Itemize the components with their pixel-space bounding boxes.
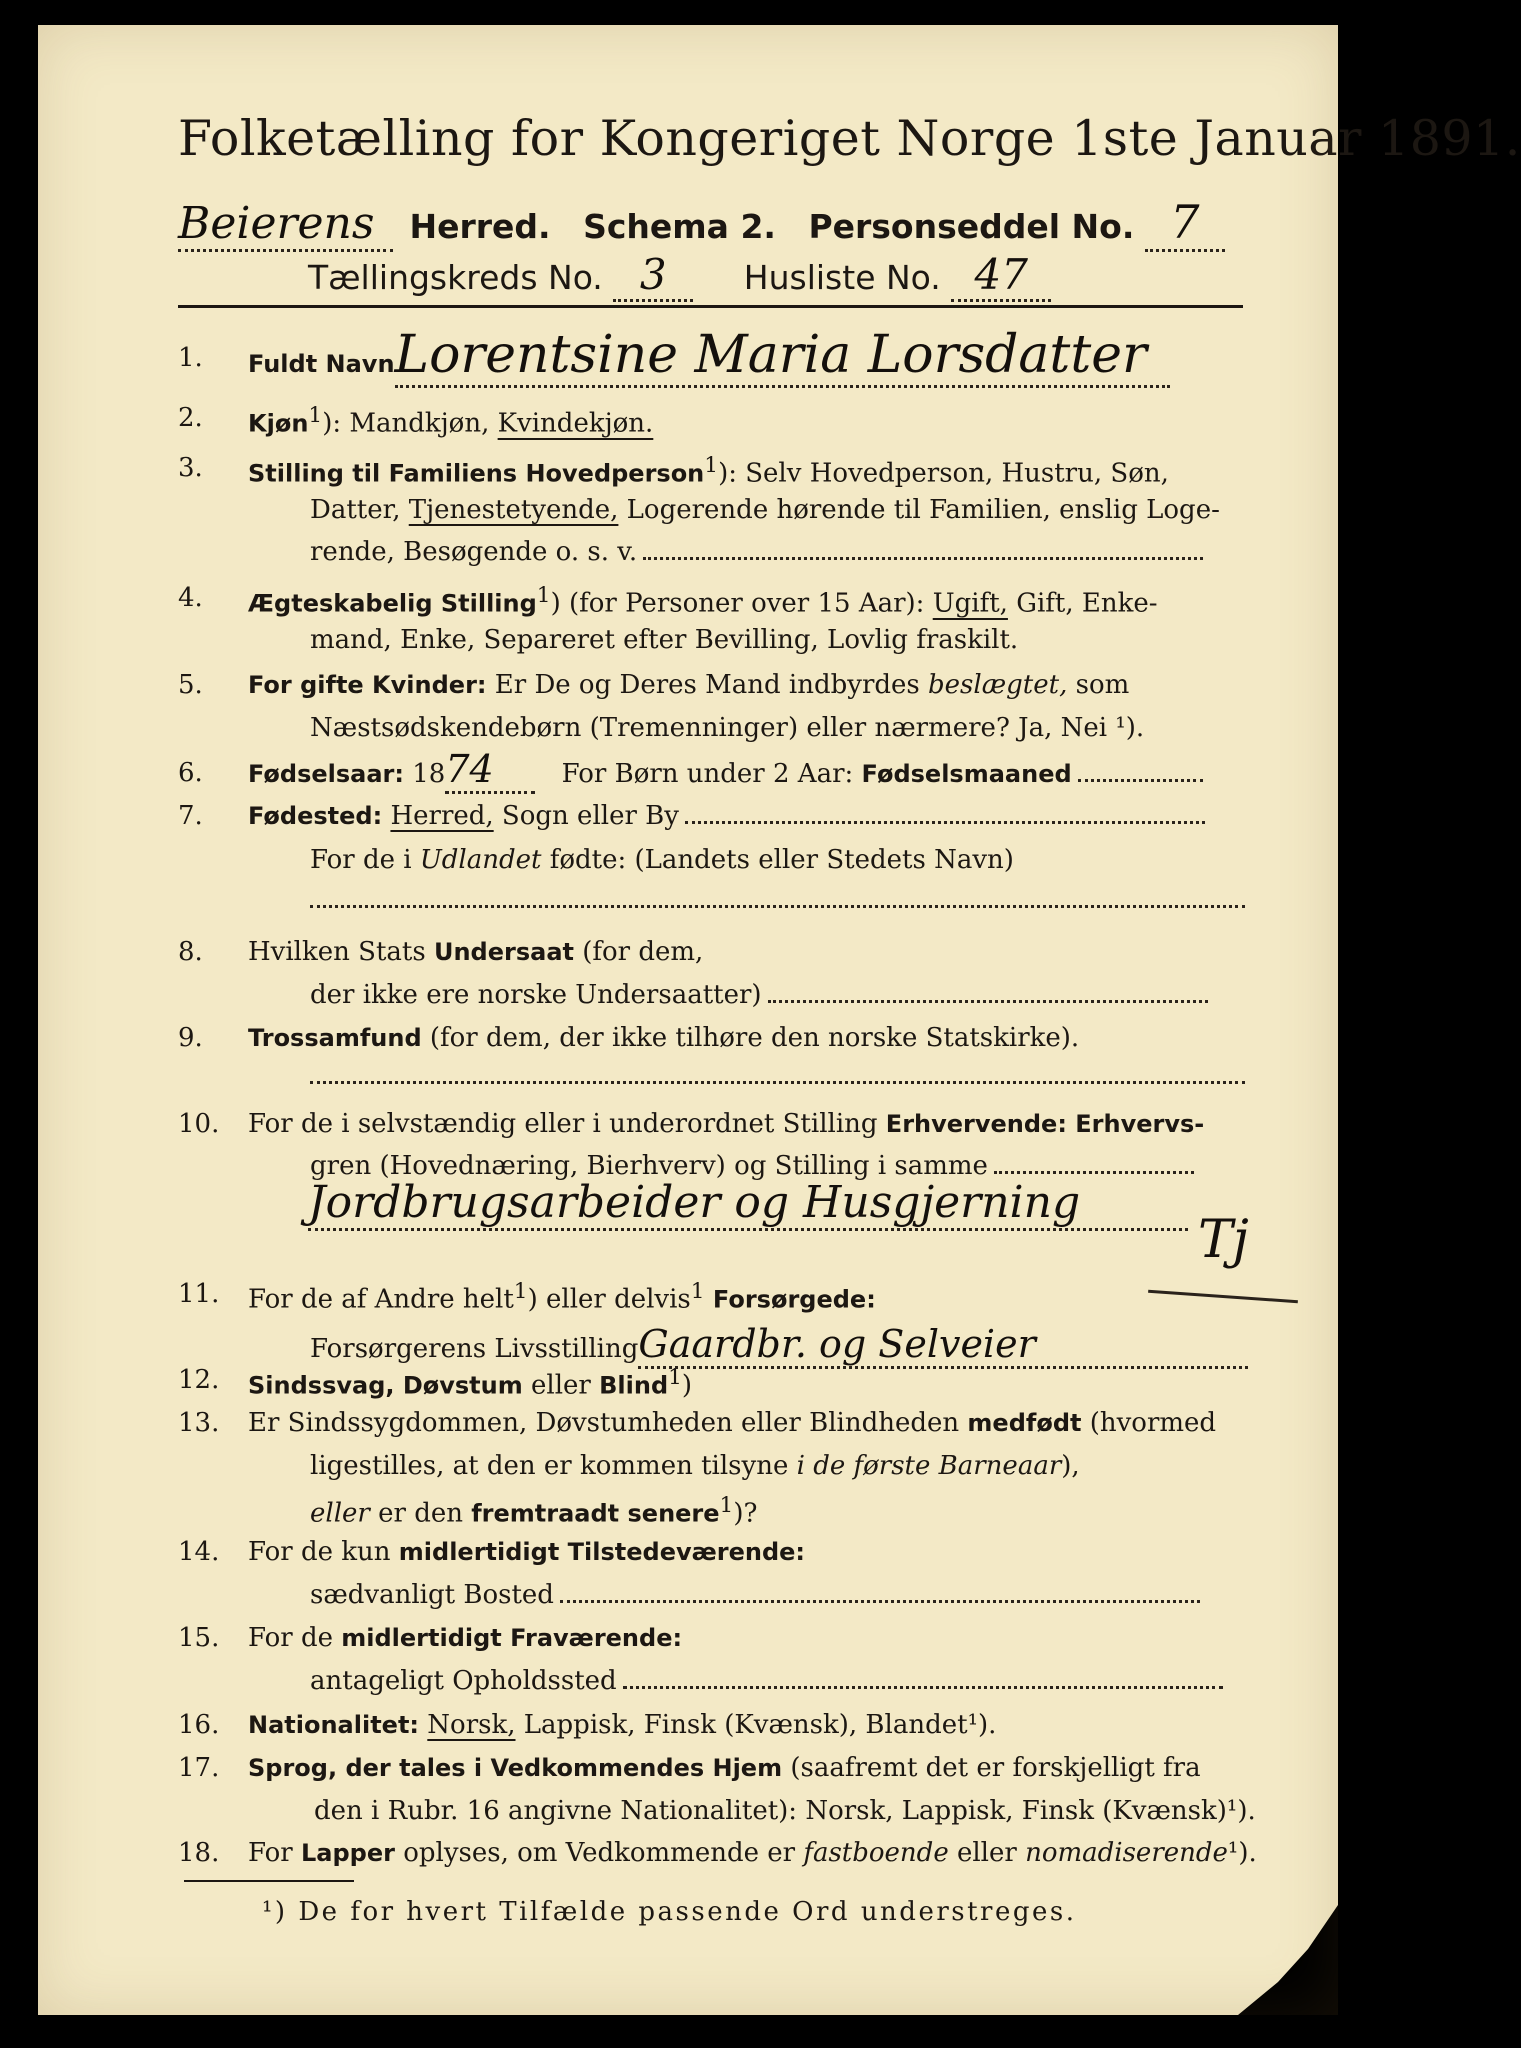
footnote-rule xyxy=(184,1880,354,1882)
kreds-label: Tællingskreds No. xyxy=(308,258,603,297)
form-title: Folketælling for Kongeriget Norge 1ste Januar 1891. xyxy=(178,110,1521,167)
q4-line2: mand, Enke, Separeret efter Bevilling, Lovlig fraskilt. xyxy=(310,625,1019,655)
q15-row xyxy=(248,1623,682,1653)
q6-label2: Fødselsmaaned xyxy=(861,760,1072,788)
q18-number: 18. xyxy=(178,1838,220,1868)
q8-line1-b: (for dem, xyxy=(573,937,704,967)
q9-number: 9. xyxy=(178,1023,203,1053)
q12-label: Sindssvag, Døvstum xyxy=(248,1371,523,1400)
q13-line3-a: er den xyxy=(369,1498,472,1529)
torn-corner xyxy=(1238,1905,1338,2015)
kreds-value: 3 xyxy=(613,250,693,302)
q11-line1-b: ) eller delvis xyxy=(527,1284,691,1315)
q14-line2 xyxy=(310,1580,1200,1610)
q5-row xyxy=(248,670,1129,700)
q18-line1-c: eller xyxy=(948,1838,1026,1868)
header-rule xyxy=(178,305,1243,308)
q11-strike-mark xyxy=(1148,1290,1298,1303)
q3-row: Stilling til Familiens Hovedperson$^1$): Selv Hovedperson, Hustru, Søn, xyxy=(248,453,1169,489)
q10-line1-a: For de i selvstændig eller i underordnet Stilling xyxy=(248,1109,886,1139)
q17-line2: den i Rubr. 16 angivne Nationalitet): Norsk, Lappisk, Finsk (Kvænsk)¹). xyxy=(314,1796,1256,1826)
personseddel-value: 7 xyxy=(1145,195,1225,252)
q5-number: 5. xyxy=(178,670,203,700)
q3-line3-text: rende, Besøgende o. s. v. xyxy=(310,537,638,567)
q3-line2 xyxy=(310,495,1220,525)
q13-line3: eller er den fremtraadt senere$^1$)? xyxy=(310,1493,758,1529)
q7-number: 7. xyxy=(178,801,203,831)
q3-line3 xyxy=(310,537,1203,567)
personseddel-label: Personseddel No. xyxy=(808,207,1135,246)
q7-text: Sogn eller By xyxy=(493,801,679,831)
q10-row xyxy=(248,1109,1204,1139)
q13-line3-b: )? xyxy=(733,1498,758,1529)
q5-line1-b: som xyxy=(1067,670,1130,700)
q11-number: 11. xyxy=(178,1279,220,1309)
q13-line1-a: Er Sindssygdommen, Døvstumheden eller Blindheden xyxy=(248,1408,968,1438)
q10-occupation-value: Jordbrugsarbeider og Husgjerning xyxy=(308,1177,1188,1231)
q13-line2-italic: i de første Barneaar xyxy=(796,1451,1062,1481)
q5-line2: Næstsødskendebørn (Tremenninger) eller nærmere? Ja, Nei ¹). xyxy=(310,713,1145,743)
q3-line2-a: Datter, xyxy=(310,495,409,525)
q7-line2-italic: Udlandet xyxy=(419,845,542,875)
q6-text: For Børn under 2 Aar: xyxy=(561,759,854,789)
q9-label: Trossamfund xyxy=(248,1024,422,1052)
q16-number: 16. xyxy=(178,1710,220,1740)
q3-label: Stilling til Familiens Hovedperson xyxy=(248,459,705,488)
q18-italic-1: fastboende xyxy=(803,1838,949,1868)
q10-line2-text: gren (Hovednæring, Bierhverv) og Stilling i samme xyxy=(310,1151,988,1181)
q16-text: Lappisk, Finsk (Kvænsk), Blandet¹). xyxy=(515,1710,997,1740)
footnote: ¹) De for hvert Tilfælde passende Ord understreges. xyxy=(262,1897,1077,1927)
q8-number: 8. xyxy=(178,937,203,967)
q13-line3-italic: eller xyxy=(310,1498,370,1529)
herred-value: Beierens xyxy=(178,198,393,252)
q4-underlined-value: Ugift, xyxy=(932,588,1008,619)
q13-label: medfødt xyxy=(967,1409,1082,1437)
q18-italic-2: nomadiserende xyxy=(1025,1838,1228,1868)
q8-line2-text: der ikke ere norske Undersaatter) xyxy=(310,980,762,1010)
q1-number: 1. xyxy=(178,343,203,373)
q14-row xyxy=(248,1537,805,1567)
q6-year-value: 74 xyxy=(445,747,535,794)
q15-number: 15. xyxy=(178,1623,220,1653)
q6-prefix: 18 xyxy=(412,759,446,789)
q3-number: 3. xyxy=(178,453,203,483)
q16-row xyxy=(248,1710,996,1740)
q14-number: 14. xyxy=(178,1537,220,1567)
herred-label: Herred. xyxy=(409,207,551,246)
q11-line2-text: Forsørgerens Livsstilling xyxy=(310,1334,639,1364)
q6-number: 6. xyxy=(178,758,203,788)
q9-blank-line xyxy=(310,1081,1245,1084)
q13-label2: fremtraadt senere xyxy=(471,1499,720,1528)
q18-line1-d: ¹). xyxy=(1227,1838,1257,1868)
q3-underlined-value: Tjenestetyende, xyxy=(408,495,619,525)
q18-line1-a: For xyxy=(248,1838,301,1868)
q18-row xyxy=(248,1838,1257,1868)
q7-blank-line xyxy=(310,905,1245,908)
q7-label: Fødested: xyxy=(248,802,383,830)
q12-row: Sindssvag, Døvstum eller Blind$^1$) xyxy=(248,1365,693,1401)
q15-line1-a: For de xyxy=(248,1623,342,1653)
q16-underlined-value: Norsk, xyxy=(427,1710,516,1740)
q5-line1-italic: beslægtet, xyxy=(928,670,1068,700)
q4-line1-a: ) (for Personer over 15 Aar): xyxy=(550,588,933,619)
q15-line2-text: antageligt Opholdssted xyxy=(310,1666,617,1696)
census-form xyxy=(38,25,1521,2015)
q8-line1-a: Hvilken Stats xyxy=(248,937,434,967)
q13-line2-a: ligestilles, at den er kommen tilsyne xyxy=(310,1451,797,1481)
q8-line2 xyxy=(310,980,1208,1010)
q2-underlined-value: Kvindekjøn. xyxy=(497,408,654,439)
husliste-label: Husliste No. xyxy=(743,258,941,297)
q9-row xyxy=(248,1023,1079,1053)
q10-number: 10. xyxy=(178,1109,220,1139)
q12-number: 12. xyxy=(178,1365,220,1395)
q8-row xyxy=(248,937,703,967)
q12-label2: Blind xyxy=(599,1371,669,1400)
q5-line1-a: Er De og Deres Mand indbyrdes xyxy=(486,670,929,700)
q6-row xyxy=(248,747,1203,794)
q1-row xyxy=(248,325,1170,388)
q18-label: Lapper xyxy=(300,1839,395,1867)
q13-number: 13. xyxy=(178,1408,220,1438)
q17-row xyxy=(248,1753,1201,1783)
q2-label: Kjøn xyxy=(248,409,309,438)
q5-label: For gifte Kvinder: xyxy=(248,671,487,699)
q2-sup: 1 xyxy=(308,403,323,428)
q2-row xyxy=(248,403,653,439)
q11-provider-value: Gaardbr. og Selveier xyxy=(638,1322,1248,1369)
q17-label: Sprog, der tales i Vedkommendes Hjem xyxy=(248,1754,783,1782)
q8-label: Undersaat xyxy=(433,938,574,966)
q17-line1-b: (saafremt det er forskjelligt fra xyxy=(782,1753,1201,1783)
q11-line2 xyxy=(310,1322,1248,1369)
q2-text: ): Mandkjøn, xyxy=(322,408,498,439)
q11-label: Forsørgede: xyxy=(704,1285,876,1314)
q9-text: (for dem, der ikke tilhøre den norske Statskirke). xyxy=(421,1023,1080,1053)
q3-line1: ): Selv Hovedperson, Hustru, Søn, xyxy=(718,458,1169,489)
q13-line2-b: ), xyxy=(1061,1451,1080,1481)
q14-line1-a: For de kun xyxy=(248,1537,399,1567)
q15-label: midlertidigt Fraværende: xyxy=(341,1624,683,1652)
q17-number: 17. xyxy=(178,1753,220,1783)
q11-line1-a: For de af Andre helt xyxy=(248,1284,514,1315)
q16-label: Nationalitet: xyxy=(248,1711,420,1739)
q13-line1-b: (hvormed xyxy=(1081,1408,1217,1438)
header-row-1 xyxy=(178,195,1225,252)
q10-mark: Tj xyxy=(1198,1210,1249,1270)
schema-label: Schema 2. xyxy=(583,207,776,246)
q7-underlined-value: Herred, xyxy=(390,801,494,831)
q7-row xyxy=(248,801,1205,831)
q4-row: Ægteskabelig Stilling$^1$) (for Personer over 15 Aar): Ugift, Gift, Enke- xyxy=(248,583,1158,619)
q13-line2 xyxy=(310,1451,1080,1481)
q13-row xyxy=(248,1408,1216,1438)
q11-row: For de af Andre helt$^1$) eller delvis$^1$ Forsørgede: xyxy=(248,1279,876,1315)
q4-number: 4. xyxy=(178,583,203,613)
q7-line2-a: For de i xyxy=(310,845,420,875)
q1-name-value: Lorentsine Maria Lorsdatter xyxy=(395,325,1170,388)
q2-number: 2. xyxy=(178,403,203,433)
q14-line2-text: sædvanligt Bosted xyxy=(310,1580,554,1610)
q1-label: Fuldt Navn xyxy=(248,350,395,378)
q7-line2-b: fødte: (Landets eller Stedets Navn) xyxy=(541,845,1014,875)
q6-label: Fødselsaar: xyxy=(248,760,404,788)
husliste-value: 47 xyxy=(951,250,1051,302)
q12-text: eller xyxy=(522,1370,600,1401)
header-row-2 xyxy=(308,250,1051,302)
q4-line1-b: Gift, Enke- xyxy=(1007,588,1158,619)
q7-line2 xyxy=(310,845,1014,875)
q4-label: Ægteskabelig Stilling xyxy=(248,589,537,618)
q15-line2 xyxy=(310,1666,1223,1696)
q3-line2-b: Logerende hørende til Familien, enslig Loge- xyxy=(618,495,1220,525)
q14-label: midlertidigt Tilstedeværende: xyxy=(398,1538,806,1566)
q10-label: Erhvervende: Erhvervs- xyxy=(885,1110,1205,1138)
q18-line1-b: oplyses, om Vedkommende er xyxy=(394,1838,804,1868)
